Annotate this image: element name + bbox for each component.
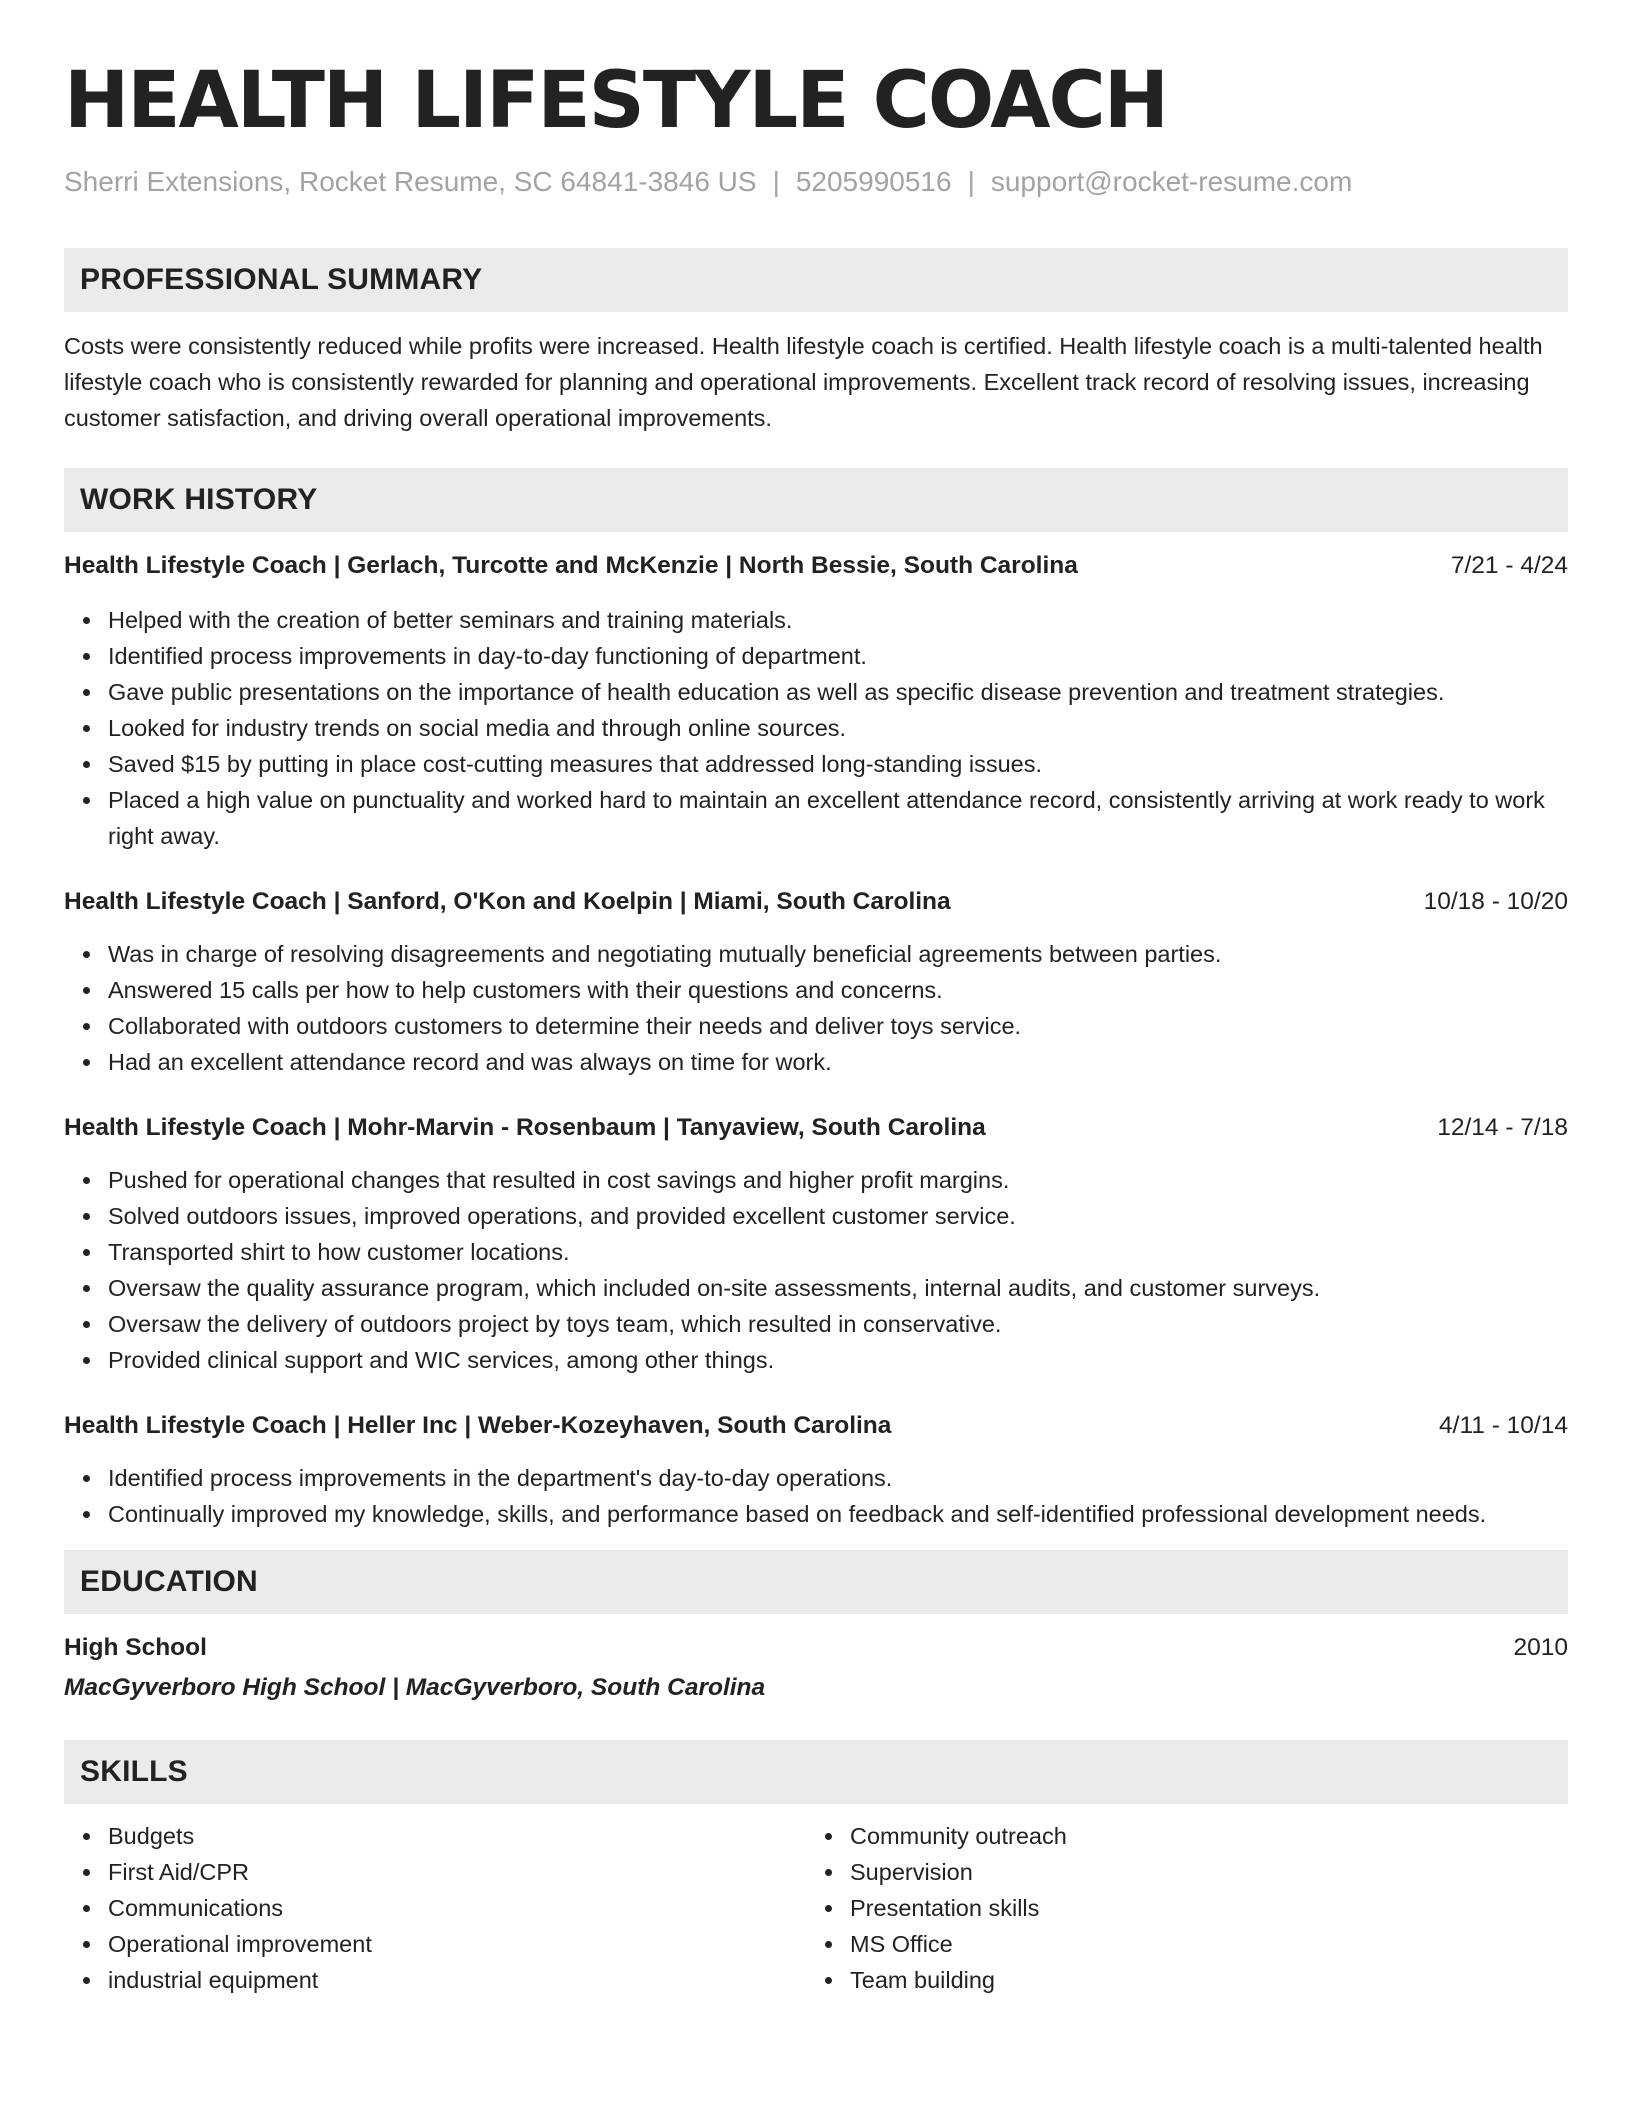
job-dates: 4/11 - 10/14 (1439, 1412, 1568, 1439)
job-bullet: Gave public presentations on the importance of health education as well as specific disease prevention and treatment strategies. (64, 674, 1568, 710)
contact-address: Sherri Extensions, Rocket Resume, SC 64841-3846 US (64, 166, 757, 197)
job-bullets (64, 1460, 1568, 1532)
job-bullet: Provided clinical support and WIC services, among other things. (64, 1342, 1568, 1378)
skill-item: Team building (806, 1962, 1548, 1998)
job-bullet: Looked for industry trends on social media and through online sources. (64, 710, 1568, 746)
contact-separator: | (772, 166, 780, 197)
skill-item: Presentation skills (806, 1890, 1548, 1926)
skill-item: Operational improvement (64, 1926, 806, 1962)
work-history-heading: WORK HISTORY (64, 468, 1568, 532)
education-row (64, 1630, 1568, 1666)
job-bullet: Transported shirt to how customer locations. (64, 1234, 1568, 1270)
resume-name: HEALTH LIFESTYLE COACH (64, 56, 1167, 146)
job-bullets (64, 1162, 1568, 1378)
job-bullet: Oversaw the delivery of outdoors project by toys team, which resulted in conservative. (64, 1306, 1568, 1342)
job-header (64, 884, 1568, 920)
skill-item: First Aid/CPR (64, 1854, 806, 1890)
job-entry (64, 884, 1568, 1080)
job-header (64, 1110, 1568, 1146)
job-bullet: Oversaw the quality assurance program, which included on-site assessments, internal audits, and customer surveys. (64, 1270, 1568, 1306)
job-title: Health Lifestyle Coach | Gerlach, Turcotte and McKenzie | North Bessie, South Carolina (64, 552, 1078, 579)
education-degree: High School (64, 1634, 207, 1661)
job-header (64, 548, 1568, 584)
job-entry (64, 548, 1568, 854)
job-entry (64, 1408, 1568, 1532)
contact-email: support@rocket-resume.com (990, 166, 1353, 197)
job-bullets (64, 602, 1568, 854)
contact-phone: 5205990516 (795, 166, 952, 197)
contact-separator: | (967, 166, 975, 197)
job-bullet: Identified process improvements in day-to-day functioning of department. (64, 638, 1568, 674)
job-dates: 10/18 - 10/20 (1423, 888, 1568, 915)
skill-item: MS Office (806, 1926, 1548, 1962)
summary-heading: PROFESSIONAL SUMMARY (64, 248, 1568, 312)
skill-item: Communications (64, 1890, 806, 1926)
job-title: Health Lifestyle Coach | Mohr-Marvin - Rosenbaum | Tanyaview, South Carolina (64, 1114, 986, 1141)
skills-heading: SKILLS (64, 1740, 1568, 1804)
job-title: Health Lifestyle Coach | Sanford, O'Kon and Koelpin | Miami, South Carolina (64, 888, 951, 915)
job-bullet: Had an excellent attendance record and was always on time for work. (64, 1044, 1568, 1080)
skill-item: Community outreach (806, 1818, 1548, 1854)
job-bullet: Saved $15 by putting in place cost-cutting measures that addressed long-standing issues. (64, 746, 1568, 782)
job-bullet: Solved outdoors issues, improved operations, and provided excellent customer service. (64, 1198, 1568, 1234)
job-bullet: Pushed for operational changes that resulted in cost savings and higher profit margins. (64, 1162, 1568, 1198)
education-heading: EDUCATION (64, 1550, 1568, 1614)
skills-column-right (806, 1818, 1548, 1998)
education-year: 2010 (1513, 1634, 1568, 1661)
job-bullets (64, 936, 1568, 1080)
job-dates: 12/14 - 7/18 (1437, 1114, 1568, 1141)
job-bullet: Continually improved my knowledge, skills, and performance based on feedback and self-identified professional development needs. (64, 1496, 1568, 1532)
education-school: MacGyverboro High School | MacGyverboro, South Carolina (64, 1674, 766, 1701)
job-entry (64, 1110, 1568, 1378)
skill-item: industrial equipment (64, 1962, 806, 1998)
summary-text: Costs were consistently reduced while profits were increased. Health lifestyle coach is certified. Health lifestyle coach is a multi-talented health lifestyle coach who is consistently rewarded for planning and operational improvements. Excellent track record of resolving issues, increasing customer satisfaction, and driving overall operational improvements. (64, 333, 1543, 431)
skill-item: Budgets (64, 1818, 806, 1854)
job-bullet: Identified process improvements in the department's day-to-day operations. (64, 1460, 1568, 1496)
job-bullet: Answered 15 calls per how to help customers with their questions and concerns. (64, 972, 1568, 1008)
skills-column-left (64, 1818, 806, 1998)
job-bullet: Collaborated with outdoors customers to determine their needs and deliver toys service. (64, 1008, 1568, 1044)
skill-item: Supervision (806, 1854, 1548, 1890)
job-header (64, 1408, 1568, 1444)
job-bullet: Helped with the creation of better seminars and training materials. (64, 602, 1568, 638)
job-bullet: Was in charge of resolving disagreements and negotiating mutually beneficial agreements between parties. (64, 936, 1568, 972)
job-title: Health Lifestyle Coach | Heller Inc | Weber-Kozeyhaven, South Carolina (64, 1412, 892, 1439)
education-entry (64, 1630, 1568, 1706)
job-dates: 7/21 - 4/24 (1450, 552, 1568, 579)
skills-list (64, 1818, 1568, 1998)
job-bullet: Placed a high value on punctuality and worked hard to maintain an excellent attendance record, consistently arriving at work ready to work right away. (64, 782, 1568, 854)
contact-line (64, 166, 1568, 198)
resume-page (64, 0, 1568, 1998)
